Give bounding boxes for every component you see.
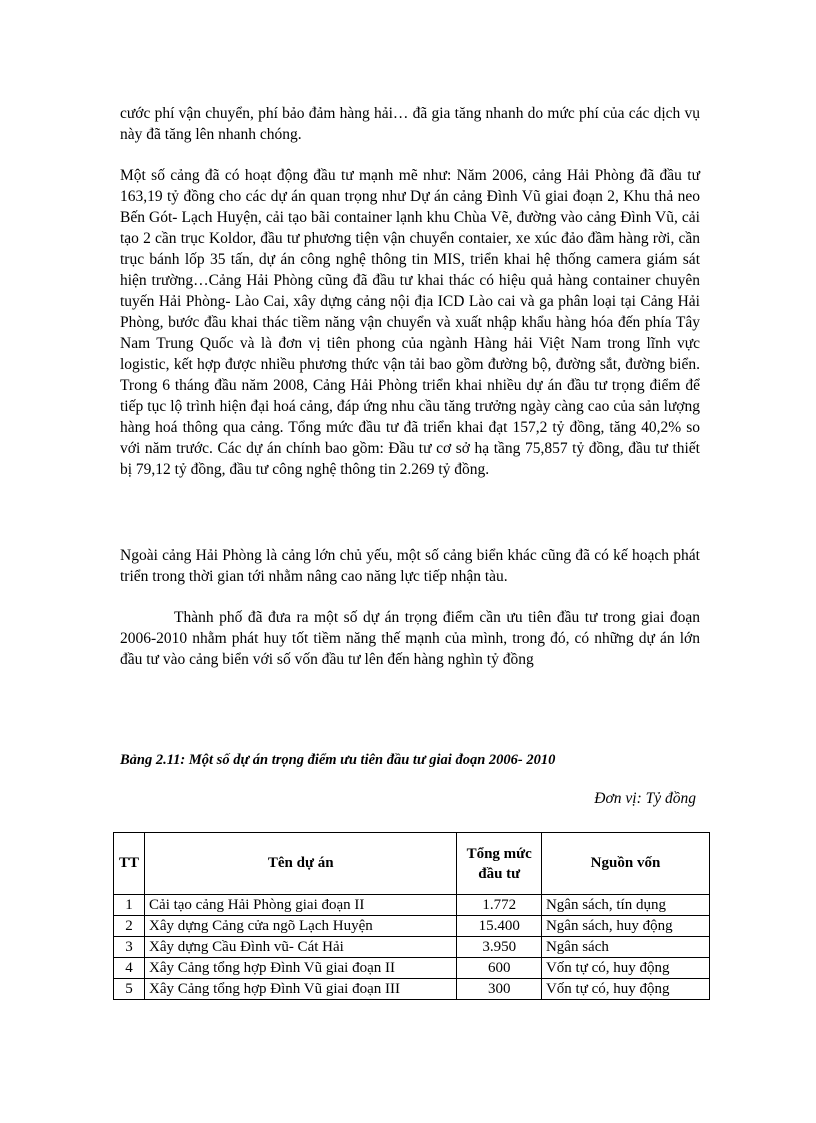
cell-project-name: Xây dựng Cầu Đình vũ- Cát Hải [145,937,457,958]
cell-funding-source: Ngân sách, huy động [541,916,709,937]
cell-funding-source: Ngân sách, tín dụng [541,895,709,916]
projects-table [113,832,710,1000]
header-tt: TT [114,833,145,895]
cell-total-investment: 3.950 [457,937,542,958]
cell-funding-source: Ngân sách [541,937,709,958]
header-project-name: Tên dự án [145,833,457,895]
cell-tt: 2 [114,916,145,937]
table-row [114,979,710,1000]
cell-project-name: Xây Cảng tổng hợp Đình Vũ giai đoạn III [145,979,457,1000]
cell-tt: 4 [114,958,145,979]
header-total-investment: Tổng mức đầu tư [457,833,542,895]
cell-tt: 1 [114,895,145,916]
cell-total-investment: 600 [457,958,542,979]
cell-funding-source: Vốn tự có, huy động [541,979,709,1000]
table-row [114,937,710,958]
table-row [114,895,710,916]
cell-total-investment: 15.400 [457,916,542,937]
cell-project-name: Cải tạo cảng Hải Phòng giai đoạn II [145,895,457,916]
paragraph-other-ports: Ngoài cảng Hải Phòng là cảng lớn chủ yếu, một số cảng biển khác cũng đã có kế hoạch phát triển trong thời gian tới nhằm nâng cao năng lực tiếp nhận tàu. [120,547,700,585]
paragraph-freight-costs: cước phí vận chuyển, phí bảo đảm hàng hải… đã gia tăng nhanh do mức phí của các dịch vụ này đã tăng lên nhanh chóng. [120,105,700,143]
cell-project-name: Xây dựng Cảng cửa ngõ Lạch Huyện [145,916,457,937]
paragraph-key-projects: Thành phố đã đưa ra một số dự án trọng điểm cần ưu tiên đầu tư trong giai đoạn 2006-2010 nhằm phát huy tốt tiềm năng thế mạnh của mình, trong đó, có những dự án lớn đầu tư vào cảng biển với số vốn đầu tư lên đến hàng nghìn tỷ đồng [120,609,700,668]
table-row [114,916,710,937]
paragraph-port-investment: Một số cảng đã có hoạt động đầu tư mạnh mẽ như: Năm 2006, cảng Hải Phòng đã đầu tư 163,19 tỷ đồng cho các dự án quan trọng như Dự án cảng Đình Vũ giai đoạn 2, Khu thả neo Bến Gót- Lạch Huyện, cải tạo bãi container lạnh khu Chùa Vẽ, đường vào cảng Đình Vũ, cải tạo 2 cần trục Koldor, đầu tư phương tiện vận chuyển contaier, xe xúc đảo đầm hàng rời, cần trục bánh lốp 35 tấn, dự án công nghệ thông tin MIS, triển khai hệ thống camera giám sát hiện trường…Cảng Hải Phòng cũng đã đầu tư khai thác có hiệu quả hàng container chuyên tuyến Hải Phòng- Lào Cai, xây dựng cảng nội địa ICD Lào cai và ga phân loại tại Cảng Hải Phòng, bước đầu khai thác tiềm năng vận chuyển và xuất nhập khẩu hàng hóa đến phía Tây Nam Trung Quốc và là đơn vị tiên phong của ngành Hàng hải Việt Nam trong lĩnh vực logistic, kết hợp được nhiều phương thức vận tải bao gồm đường bộ, đường sắt, đường biển. Trong 6 tháng đầu năm 2008, Cảng Hải Phòng triển khai nhiều dự án đầu tư trọng điểm để tiếp tục lộ trình hiện đại hoá cảng, đáp ứng nhu cầu tăng trưởng ngày càng cao của sản lượng hàng hoá thông qua cảng. Tổng mức đầu tư đã triển khai đạt 157,2 tỷ đồng, tăng 40,2% so với năm trước. Các dự án chính bao gồm: Đầu tư cơ sở hạ tầng 75,857 tỷ đồng, đầu tư thiết bị 79,12 tỷ đồng, đầu tư công nghệ thông tin 2.269 tỷ đồng. [120,167,700,478]
table-header-row [114,833,710,895]
cell-project-name: Xây Cảng tổng hợp Đình Vũ giai đoạn II [145,958,457,979]
cell-total-investment: 300 [457,979,542,1000]
table-unit: Đơn vị: Tỷ đồng [594,790,696,807]
cell-funding-source: Vốn tự có, huy động [541,958,709,979]
table-caption: Bảng 2.11: Một số dự án trọng điểm ưu tiên đầu tư giai đoạn 2006- 2010 [120,752,556,768]
cell-tt: 3 [114,937,145,958]
cell-total-investment: 1.772 [457,895,542,916]
cell-tt: 5 [114,979,145,1000]
table-row [114,958,710,979]
header-funding-source: Nguồn vốn [541,833,709,895]
